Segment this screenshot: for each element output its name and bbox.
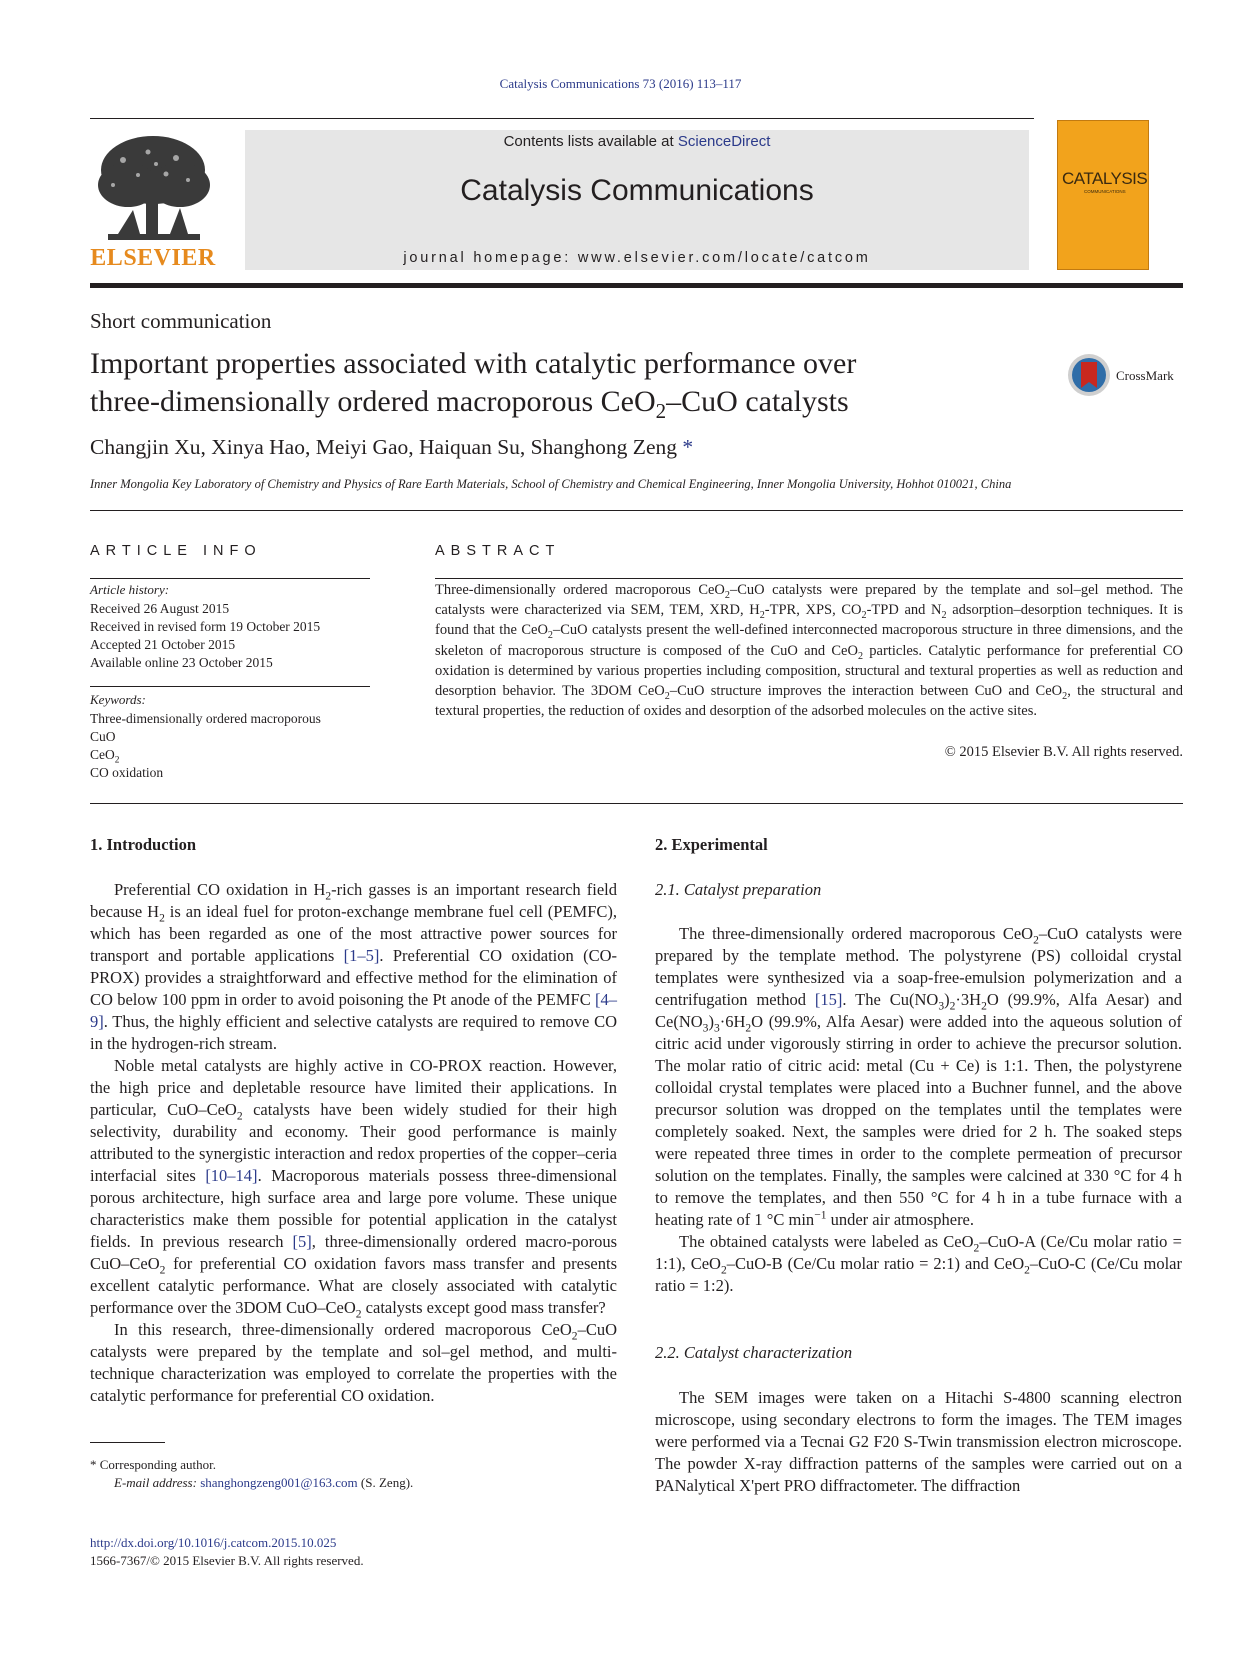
keywords-label: Keywords: — [90, 692, 146, 707]
keyword: CuO — [90, 729, 116, 744]
history-label: Article history: — [90, 582, 170, 597]
abstract-body: Three-dimensionally ordered macroporous CeO$_2$–CuO catalysts were prepared by the template and sol–gel method. The catalysts were characterized via SEM, TEM, XRD, $H_2$-TPR, XPS, $CO_2$-TPD and $N_2$ adsorption–desorption techniques. It is found that the CeO$_2$–CuO catalysts present the well-defined interconnected macroporous structure in three dimensions, and the skeleton of macroporous structure is composed of the CuO and CeO$_2$ particles. Catalytic performance for preferential CO oxidation is determined by various properties including composition, structural and textural properties as well as reduction and desorption behavior. The 3DOM CeO$_2$–CuO structure improves the interaction between CuO and CeO$_2$, the structural and textural properties, the reduction of oxides and desorption of the adsorbed molecules on the active sites. — [435, 582, 1184, 720]
cover-subtitle: COMMUNICATIONS — [1084, 189, 1126, 194]
paragraph: Preferential CO oxidation in $H_2$-rich gasses is an important research field because $H_2$ is an ideal fuel for proton-exchange membrane fuel cell (PEMFC), which has been regarded as one of the most attractive power sources for transport and portable applications [1–5]. Preferential CO oxidation (CO-PROX) provides a straightforward and effective method for the elimination of CO below 100 ppm in order to avoid poisoning the Pt anode of the PEMFC [4–9]. Thus, the highly efficient and selective catalysts are required to remove CO in the hydrogen-rich stream. — [90, 880, 617, 1053]
article-type: Short communication — [90, 309, 272, 333]
keyword: Three-dimensionally ordered macroporous — [90, 711, 321, 726]
section-heading-introduction: 1. Introduction — [90, 835, 197, 854]
sciencedirect-link[interactable]: ScienceDirect — [677, 133, 771, 150]
doi-link[interactable]: http://dx.doi.org/10.1016/j.catcom.2015.10.025 — [90, 1535, 337, 1550]
article-title: Important properties associated with catalytic performance over three-dimensionally ordered macroporous CeO$_2$–CuO catalysts — [90, 347, 857, 423]
paragraph: The three-dimensionally ordered macroporous CeO$_2$–CuO catalysts were prepared by the template method. The polystyrene (PS) colloidal crystal templates were synthesized via a soap-free-emulsion polymerization and a centrifugation method [15]. The $Cu(NO_3)_2\cdot 3H_2O$ (99.9%, Alfa Aesar) and $Ce(NO_3)_3\cdot 6H_2O$ (99.9%, Alfa Aesar) were added into the aqueous solution of citric acid under vigorously stirring in order to achieve the precursor solution. The molar ratio of citric acid: metal (Cu + Ce) is 1:1. Then, the polystyrene colloidal crystal templates were placed into a Buchner funnel, and the above precursor solution was dropped on the templates until the templates were completely soaked. Next, the samples were dried for 2 h. The soaked steps were repeated three times in order to the complete permeation of precursor solution on the templates. Finally, the samples were calcined at 330 °C for 4 h to remove the templates, and then 550 °C for 4 h in a tube furnace with a heating rate of 1 °C $\min^{-1}$ under air atmosphere. — [655, 924, 1183, 1229]
keyword: CeO$_2$ — [90, 747, 120, 766]
email-label: E-mail address: — [114, 1475, 201, 1490]
history-accepted: Accepted 21 October 2015 — [90, 637, 236, 652]
divider — [90, 578, 370, 579]
footnote-rule — [90, 1442, 165, 1443]
history-online: Available online 23 October 2015 — [90, 655, 273, 670]
section-heading-experimental: 2. Experimental — [655, 835, 768, 854]
journal-name: Catalysis Communications — [460, 174, 814, 207]
history-received: Received 26 August 2015 — [90, 601, 230, 616]
journal-homepage[interactable]: journal homepage: www.elsevier.com/locate/catcom — [403, 250, 871, 266]
corresponding-author-link[interactable]: * — [682, 435, 694, 459]
header-thick-rule — [90, 283, 1183, 288]
subsection-heading-catalyst-preparation: 2.1. Catalyst preparation — [655, 880, 822, 899]
corresponding-author-note: * Corresponding author. — [90, 1457, 217, 1472]
journal-citation-link[interactable]: Catalysis Communications 73 (2016) 113–117 — [499, 76, 742, 91]
crossmark-label[interactable]: CrossMark — [1116, 368, 1174, 383]
journal-cover-thumbnail[interactable] — [1057, 120, 1149, 270]
email-suffix: (S. Zeng). — [357, 1475, 414, 1490]
paragraph: In this research, three-dimensionally ordered macroporous CeO$_2$–CuO catalysts were prepared by the template and sol–gel method, and multi-technique characterization was employed to correlate the properties with the catalytic performance for preferential CO oxidation. — [90, 1320, 617, 1405]
author-list — [90, 435, 693, 460]
contents-prefix: Contents lists available at — [503, 133, 678, 150]
history-revised: Received in revised form 19 October 2015 — [90, 619, 321, 634]
paragraph: The obtained catalysts were labeled as CeO$_2$–CuO-A (Ce/Cu molar ratio = 1:1), CeO$_2$–CuO-B (Ce/Cu molar ratio = 2:1) and CeO$_2$–CuO-C (Ce/Cu molar ratio = 1:2). — [655, 1232, 1182, 1295]
affiliation: Inner Mongolia Key Laboratory of Chemistry and Physics of Rare Earth Materials, School of Chemistry and Chemical Engineering, Inner Mongolia University, Hohhot 010021, China — [90, 477, 1012, 491]
cover-title: CATALYSIS — [1062, 169, 1148, 188]
paragraph: Noble metal catalysts are highly active in CO-PROX reaction. However, the high price and depletable resource have limited their applications. In particular, CuO–CeO$_2$ catalysts have been widely studied for their high selectivity, durability and economy. Their good performance is mainly attributed to the synergistic interaction and redox properties of the copper–ceria interfacial sites [10–14]. Macroporous materials possess three-dimensional porous architecture, high surface area and large pore volume. These unique characteristics make them possible for potential application in the catalyst fields. In previous research [5], three-dimensionally ordered macro-porous CuO–CeO$_2$ for preferential CO oxidation favors mass transfer and presents excellent catalytic performance. What are closely associated with catalytic performance over the 3DOM CuO–CeO$_2$ catalysts except good mass transfer? — [90, 1056, 618, 1321]
divider — [90, 686, 370, 687]
contents-line — [245, 133, 1029, 150]
author-names: Changjin Xu, Xinya Hao, Meiyi Gao, Haiquan Su, Shanghong Zeng — [90, 435, 677, 459]
issn-line: 1566-7367/© 2015 Elsevier B.V. All rights reserved. — [90, 1553, 364, 1568]
abstract-copyright: © 2015 Elsevier B.V. All rights reserved. — [944, 744, 1183, 760]
email-link[interactable]: shanghongzeng001@163.com — [200, 1475, 358, 1490]
elsevier-wordmark: ELSEVIER — [90, 245, 216, 271]
catalyst-preparation-body — [655, 923, 1182, 1297]
keyword: CO oxidation — [90, 765, 164, 780]
divider — [435, 578, 1183, 579]
catalyst-characterization-body — [655, 1387, 1182, 1497]
divider — [90, 803, 1183, 804]
email-note — [114, 1475, 413, 1491]
abstract-heading: ABSTRACT — [435, 543, 561, 559]
header-top-rule — [90, 118, 1034, 119]
subsection-heading-catalyst-characterization: 2.2. Catalyst characterization — [655, 1343, 853, 1362]
divider — [90, 510, 1183, 511]
article-info-heading: ARTICLE INFO — [90, 543, 262, 559]
paragraph: The SEM images were taken on a Hitachi S-4800 scanning electron microscope, using secondary electrons to form the images. The TEM images were performed via a Tecnai G2 F20 S-Twin transmission electron microscope. The powder X-ray diffraction patterns of the samples were carried out on a PANalytical X'pert PRO diffractometer. The diffraction — [655, 1388, 1182, 1495]
introduction-body — [90, 879, 617, 1407]
